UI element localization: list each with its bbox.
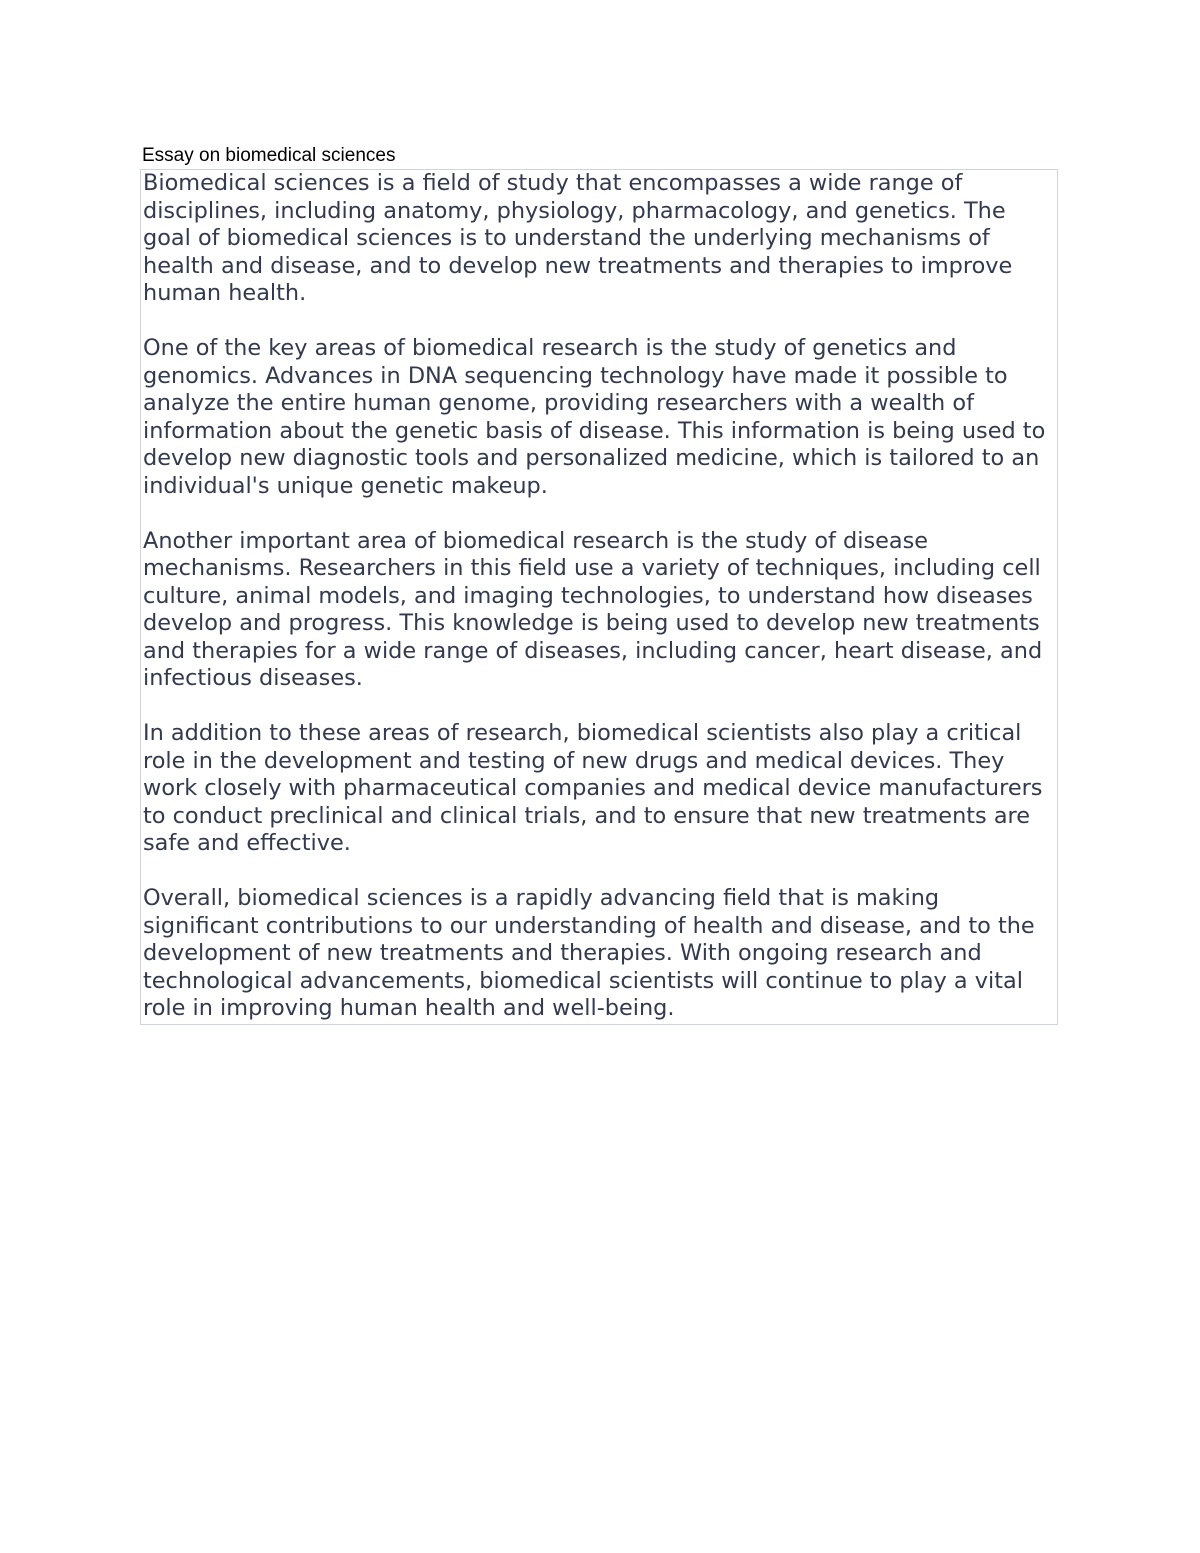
essay-paragraph-2: One of the key areas of biomedical research is the study of genetics and genomics. Advances in DNA sequencing technology have made it possible to analyze the entire human genome, providing researchers with a wealth of information about the genetic basis of disease. This information is being used to develop new diagnostic tools and personalized medicine, which is tailored to an individual's unique genetic makeup. [143,335,1046,499]
essay-paragraph-5: Overall, biomedical sciences is a rapidly advancing field that is making significant contributions to our understanding of health and disease, and to the development of new treatments and therapies. With ongoing research and technological advancements, biomedical scientists will continue to play a vital role in improving human health and well-being. [143,885,1035,1021]
essay-paragraph-3: Another important area of biomedical research is the study of disease mechanisms. Researchers in this field use a variety of techniques, including cell culture, animal models, and imaging technologies, to understand how diseases develop and progress. This knowledge is being used to develop new treatments and therapies for a wide range of diseases, including cancer, heart disease, and infectious diseases. [143,527,1043,691]
document-title: Essay on biomedical sciences [142,145,396,166]
essay-paragraph-4: In addition to these areas of research, biomedical scientists also play a critical role in the development and testing of new drugs and medical devices. They work closely with pharmaceutical companies and medical device manufacturers to conduct preclinical and clinical trials, and to ensure that new treatments are safe and effective. [143,720,1043,856]
essay-paragraph-1: Biomedical sciences is a field of study that encompasses a wide range of disciplines, including anatomy, physiology, pharmacology, and genetics. The goal of biomedical sciences is to understand the underlying mechanisms of health and disease, and to develop new treatments and therapies to improve human health. [143,170,1013,306]
essay-text-box [140,169,1058,1025]
